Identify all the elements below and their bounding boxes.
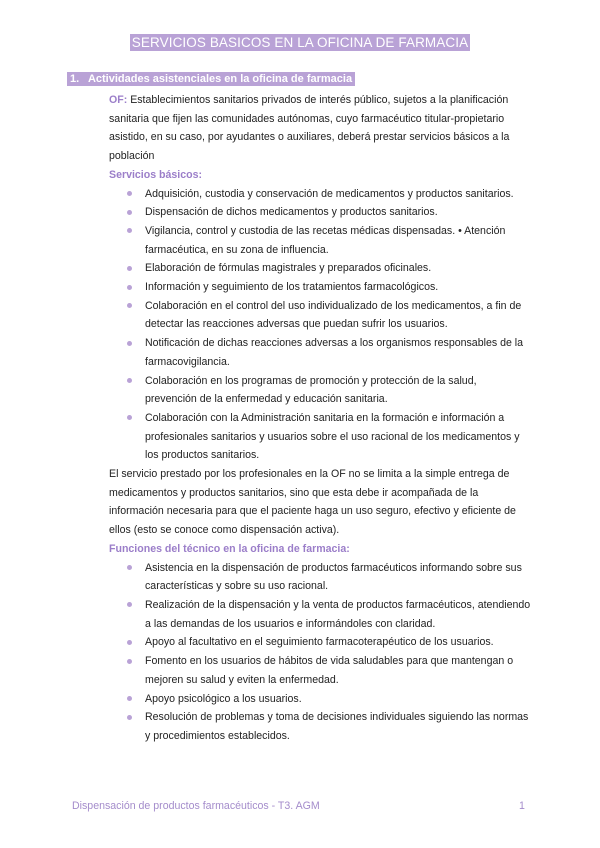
list-item: Asistencia en la dispensación de productos farmacéuticos informando sobre sus características y sobre su uso racional. bbox=[109, 559, 531, 596]
list-item: Dispensación de dichos medicamentos y productos sanitarios. bbox=[109, 203, 531, 222]
list-item: Colaboración en el control del uso individualizado de los medicamentos, a fin de detectar las reacciones adversas que puedan sufrir los usuarios. bbox=[109, 297, 531, 334]
list-item: Apoyo psicológico a los usuarios. bbox=[109, 690, 531, 709]
document-title bbox=[0, 34, 600, 52]
list-item: Colaboración en los programas de promoción y protección de la salud, prevención de la enfermedad y educación sanitaria. bbox=[109, 372, 531, 409]
intro-lead: OF: bbox=[109, 94, 128, 106]
document-title-text: SERVICIOS BASICOS EN LA OFICINA DE FARMACIA bbox=[131, 35, 469, 50]
list-item: Apoyo al facultativo en el seguimiento farmacoterapéutico de los usuarios. bbox=[109, 633, 531, 652]
intro-paragraph bbox=[109, 91, 531, 166]
dispensation-paragraph: El servicio prestado por los profesionales en la OF no se limita a la simple entrega de medicamentos y productos sanitarios, sino que esta debe ir acompañada de la información necesaria para que el paciente haga un uso seguro, efectivo y eficiente de ellos (esto se conoce como dispensación activa). bbox=[109, 468, 516, 537]
list-item: Notificación de dichas reacciones adversas a los organismos responsables de la farmacovigilancia. bbox=[109, 334, 531, 371]
section-heading-text: Actividades asistenciales en la oficina de farmacia bbox=[87, 73, 353, 85]
page-number: 1 bbox=[519, 800, 525, 812]
intro-text: Establecimientos sanitarios privados de interés público, sujetos a la planificación sanitaria que fijen las comunidades autónomas, cuyo farmacéutico titular-propietario asistido, en su caso, por ayudantes o auxiliares, deberá prestar servicios básicos a la población bbox=[109, 94, 510, 163]
section-heading bbox=[67, 72, 355, 86]
list-item: Elaboración de fórmulas magistrales y preparados oficinales. bbox=[109, 259, 531, 278]
technician-functions-list bbox=[109, 559, 531, 746]
list-item: Fomento en los usuarios de hábitos de vida saludables para que mantengan o mejoren su salud y eviten la enfermedad. bbox=[109, 652, 531, 689]
list-item: Vigilancia, control y custodia de las recetas médicas dispensadas. • Atención farmacéutica, en su zona de influencia. bbox=[109, 222, 531, 259]
list-item: Información y seguimiento de los tratamientos farmacológicos. bbox=[109, 278, 531, 297]
technician-functions-heading: Funciones del técnico en la oficina de farmacia: bbox=[109, 542, 350, 555]
basic-services-heading: Servicios básicos: bbox=[109, 168, 203, 181]
list-item: Colaboración con la Administración sanitaria en la formación e información a profesionales sanitarios y usuarios sobre el uso racional de los medicamentos y los productos sanitarios. bbox=[109, 409, 531, 465]
list-item: Resolución de problemas y toma de decisiones individuales siguiendo las normas y procedimientos establecidos. bbox=[109, 708, 531, 745]
section-number: 1. bbox=[70, 73, 80, 85]
footer-text: Dispensación de productos farmacéuticos - T3. AGM bbox=[72, 800, 320, 812]
basic-services-list bbox=[109, 185, 531, 466]
list-item: Adquisición, custodia y conservación de medicamentos y productos sanitarios. bbox=[109, 185, 531, 204]
document-body bbox=[109, 91, 531, 746]
list-item: Realización de la dispensación y la venta de productos farmacéuticos, atendiendo a las demandas de los usuarios e informándoles con claridad. bbox=[109, 596, 531, 633]
